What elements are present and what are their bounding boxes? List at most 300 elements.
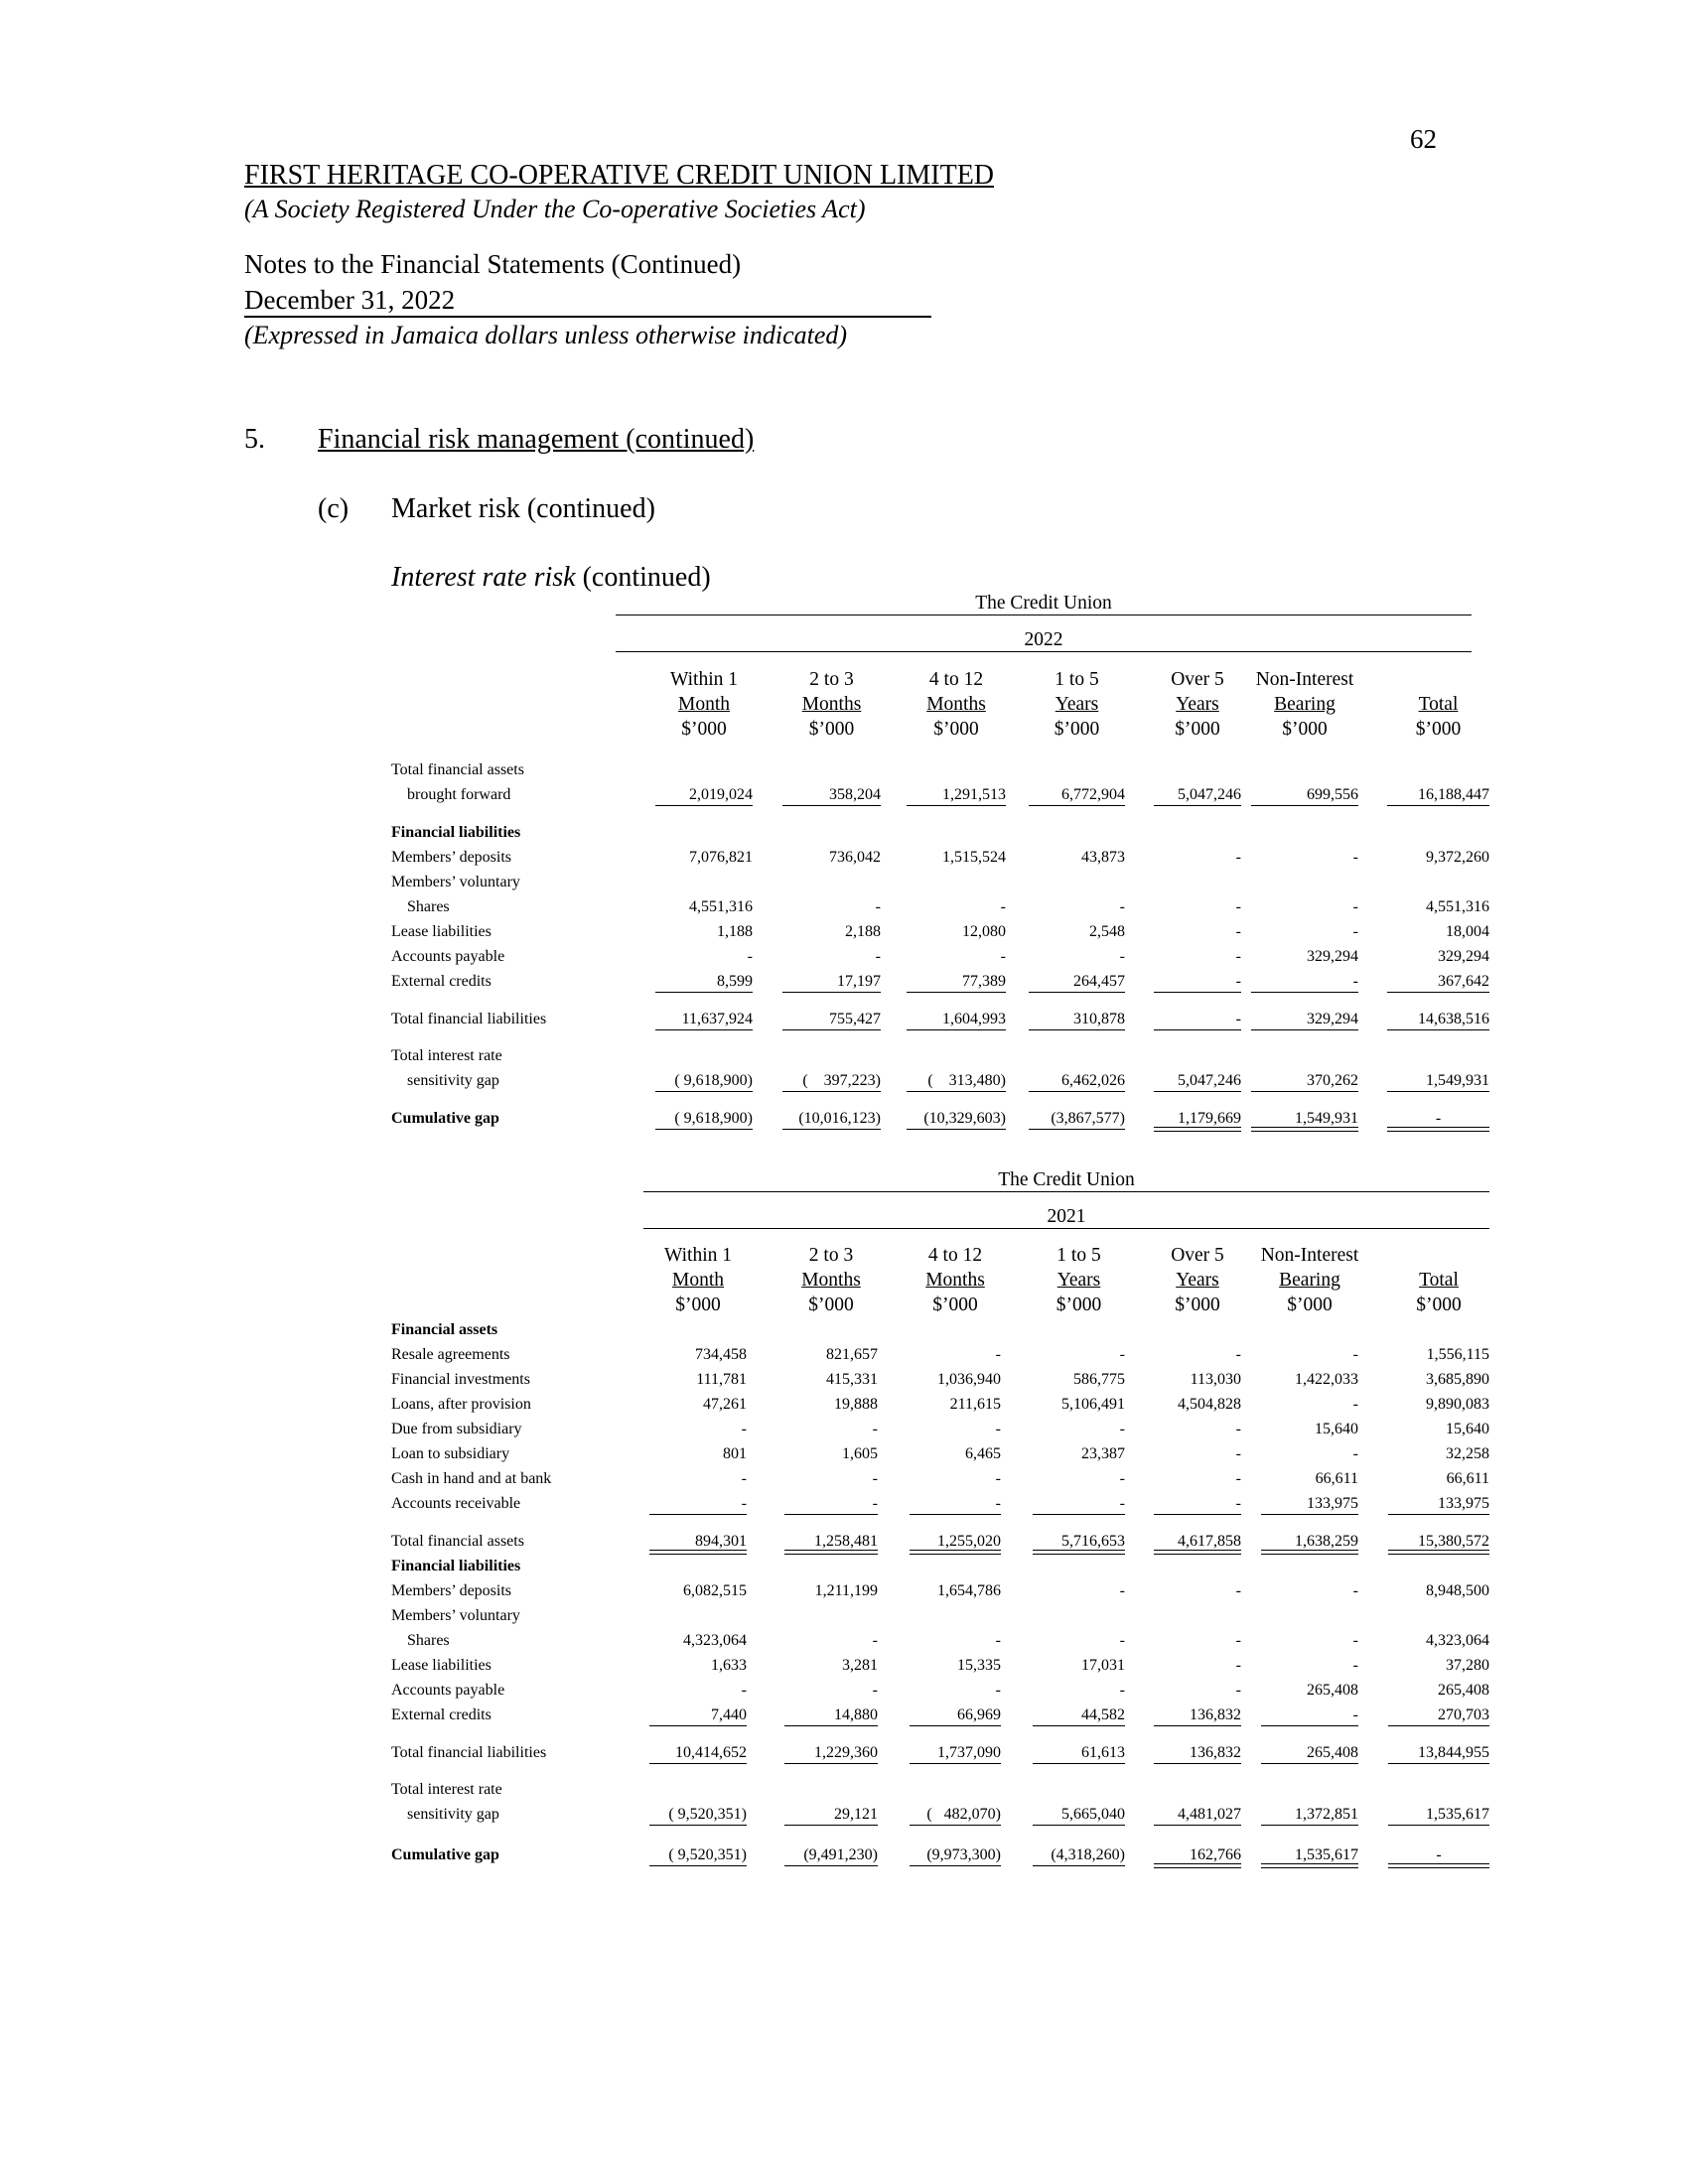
- table-row: [0, 757, 1688, 782]
- table-row: [0, 1342, 1688, 1367]
- cell-1-to-5-years: 61,613: [1033, 1740, 1125, 1765]
- row-label: Financial investments: [391, 1371, 530, 1388]
- table-row: [0, 1740, 1688, 1765]
- column-header-4-to-12-months: [887, 667, 1026, 742]
- column-header-unit: $’000: [933, 719, 979, 740]
- cell-total: 32,258: [1446, 1445, 1489, 1462]
- table-row: [0, 1043, 1688, 1068]
- cell-total: -: [1388, 1843, 1489, 1867]
- cell-4-to-12-months: (9,973,300): [910, 1843, 1001, 1867]
- cell-over-5-years: -: [1235, 1470, 1241, 1487]
- row-label: Total financial assets: [391, 1533, 524, 1550]
- column-header-line1: Within 1: [669, 669, 738, 690]
- table-row: [0, 1106, 1688, 1131]
- row-label: Shares: [407, 898, 450, 915]
- cell-within-1-month: 11,637,924: [655, 1007, 753, 1031]
- cell-4-to-12-months: -: [995, 1346, 1001, 1363]
- cell-non-interest-bearing: 329,294: [1251, 1007, 1358, 1031]
- topic-italic: Interest rate risk: [391, 562, 576, 593]
- cell-over-5-years: 4,481,027: [1154, 1802, 1241, 1827]
- cell-total: 329,294: [1438, 948, 1489, 965]
- cell-within-1-month: ( 9,618,900): [655, 1068, 753, 1093]
- column-header-line1: 4 to 12: [927, 1245, 983, 1266]
- cell-2-to-3-months: 1,229,360: [784, 1740, 878, 1765]
- column-header-period: Bearing: [1274, 694, 1336, 715]
- cell-within-1-month: 4,323,064: [683, 1632, 747, 1649]
- cell-over-5-years: 162,766: [1154, 1843, 1241, 1867]
- column-header-line2: [1241, 1268, 1378, 1293]
- cell-total: 9,372,260: [1426, 849, 1489, 866]
- row-label: Total interest rate: [391, 1047, 502, 1064]
- cell-over-5-years: 136,832: [1154, 1703, 1241, 1727]
- cell-2-to-3-months: 1,211,199: [814, 1582, 878, 1599]
- cell-over-5-years: 136,832: [1154, 1740, 1241, 1765]
- cell-over-5-years: -: [1235, 849, 1241, 866]
- column-header-unit: $’000: [1416, 1295, 1462, 1315]
- row-label: Members’ voluntary: [391, 1607, 520, 1624]
- row-label: Total financial liabilities: [391, 1011, 547, 1027]
- column-header-period: Month: [671, 1270, 724, 1291]
- cell-1-to-5-years: -: [1119, 1421, 1125, 1437]
- cell-2-to-3-months: 14,880: [784, 1703, 878, 1727]
- cell-1-to-5-years: (3,867,577): [1029, 1106, 1125, 1131]
- cell-non-interest-bearing: 265,408: [1261, 1740, 1358, 1765]
- cell-within-1-month: 8,599: [655, 969, 753, 994]
- cell-within-1-month: 7,076,821: [689, 849, 753, 866]
- column-header-2-to-3-months: [763, 667, 901, 742]
- cell-over-5-years: -: [1235, 923, 1241, 940]
- column-header-line1: 2 to 3: [809, 669, 854, 690]
- column-header-line1: Non-Interest: [1255, 669, 1354, 690]
- table-year-heading: 2021: [643, 1206, 1489, 1229]
- cell-4-to-12-months: -: [1000, 898, 1006, 915]
- cell-1-to-5-years: 586,775: [1073, 1371, 1125, 1388]
- cell-1-to-5-years: 5,665,040: [1033, 1802, 1125, 1827]
- column-header-within-1-month: [630, 1243, 767, 1317]
- cell-within-1-month: 6,082,515: [683, 1582, 747, 1599]
- table-row: [0, 1367, 1688, 1392]
- column-header-line2: [890, 1268, 1021, 1293]
- cell-within-1-month: 1,188: [717, 923, 753, 940]
- cell-within-1-month: 734,458: [695, 1346, 747, 1363]
- section-title: Financial risk management (continued): [318, 424, 755, 455]
- cell-total: -: [1387, 1106, 1489, 1131]
- notes-title: Notes to the Financial Statements (Continued): [244, 249, 742, 279]
- cell-total: 16,188,447: [1387, 782, 1489, 807]
- cell-total: 265,408: [1438, 1682, 1489, 1699]
- cell-over-5-years: 4,504,828: [1178, 1396, 1241, 1413]
- table-row: [0, 1578, 1688, 1603]
- cell-1-to-5-years: 43,873: [1081, 849, 1125, 866]
- column-header-unit: $’000: [1282, 719, 1328, 740]
- cell-total: 1,549,931: [1387, 1068, 1489, 1093]
- cell-over-5-years: -: [1154, 1007, 1241, 1031]
- row-label: sensitivity gap: [407, 1806, 499, 1823]
- table-row: [0, 1843, 1688, 1867]
- column-header-line2: [1013, 1268, 1145, 1293]
- cell-4-to-12-months: (10,329,603): [907, 1106, 1006, 1131]
- cell-4-to-12-months: -: [995, 1682, 1001, 1699]
- cell-within-1-month: ( 9,520,351): [649, 1802, 747, 1827]
- cell-non-interest-bearing: -: [1352, 1396, 1358, 1413]
- column-header-line1: [1367, 667, 1509, 692]
- statement-date: December 31, 2022: [244, 285, 931, 318]
- row-label: Resale agreements: [391, 1346, 510, 1363]
- cell-non-interest-bearing: 1,535,617: [1261, 1843, 1358, 1867]
- currency-note: (Expressed in Jamaica dollars unless otherwise indicated): [244, 321, 848, 349]
- cell-2-to-3-months: 821,657: [826, 1346, 878, 1363]
- column-header-line2: [1367, 692, 1509, 717]
- cell-within-1-month: 10,414,652: [649, 1740, 747, 1765]
- cell-total: 13,844,955: [1388, 1740, 1489, 1765]
- column-header-line1: 2 to 3: [808, 1245, 854, 1266]
- column-header-total: [1367, 667, 1509, 742]
- cell-within-1-month: -: [649, 1491, 747, 1516]
- cell-total: 270,703: [1388, 1703, 1489, 1727]
- cell-total: 4,323,064: [1426, 1632, 1489, 1649]
- cell-2-to-3-months: -: [875, 898, 881, 915]
- cell-1-to-5-years: -: [1119, 948, 1125, 965]
- cell-1-to-5-years: 44,582: [1033, 1703, 1125, 1727]
- cell-non-interest-bearing: -: [1352, 1632, 1358, 1649]
- cell-1-to-5-years: -: [1119, 1346, 1125, 1363]
- row-label: brought forward: [407, 786, 511, 803]
- row-label: Members’ deposits: [391, 849, 512, 866]
- cell-non-interest-bearing: -: [1251, 969, 1358, 994]
- column-header-unit: $’000: [932, 1295, 978, 1315]
- cell-1-to-5-years: 2,548: [1089, 923, 1125, 940]
- column-header-unit: $’000: [1415, 719, 1462, 740]
- cell-within-1-month: -: [741, 1682, 747, 1699]
- row-label: Members’ deposits: [391, 1582, 512, 1599]
- column-header-period: Months: [925, 1270, 985, 1291]
- cell-over-5-years: 4,617,858: [1154, 1529, 1241, 1554]
- column-header-within-1-month: [635, 667, 773, 742]
- row-label: Members’ voluntary: [391, 874, 520, 890]
- cell-non-interest-bearing: 15,640: [1315, 1421, 1358, 1437]
- column-header-unit: $’000: [1287, 1295, 1333, 1315]
- cell-non-interest-bearing: -: [1352, 1346, 1358, 1363]
- cell-2-to-3-months: -: [872, 1470, 878, 1487]
- row-label: Total financial liabilities: [391, 1744, 547, 1761]
- cell-1-to-5-years: 23,387: [1081, 1445, 1125, 1462]
- cell-4-to-12-months: 1,604,993: [907, 1007, 1006, 1031]
- cell-non-interest-bearing: 66,611: [1315, 1470, 1358, 1487]
- cell-2-to-3-months: (10,016,123): [782, 1106, 881, 1131]
- cell-total: 15,640: [1446, 1421, 1489, 1437]
- cell-4-to-12-months: 1,737,090: [910, 1740, 1001, 1765]
- row-label: Accounts receivable: [391, 1495, 521, 1512]
- cell-1-to-5-years: 6,772,904: [1029, 782, 1125, 807]
- subsection-title: Market risk (continued): [391, 493, 655, 524]
- cell-over-5-years: -: [1235, 1657, 1241, 1674]
- column-header-line1: 4 to 12: [928, 669, 984, 690]
- cell-within-1-month: 2,019,024: [655, 782, 753, 807]
- cell-within-1-month: -: [747, 948, 753, 965]
- column-header-period: Total: [1418, 694, 1459, 715]
- row-label: Accounts payable: [391, 948, 505, 965]
- cell-total: 133,975: [1388, 1491, 1489, 1516]
- row-label: External credits: [391, 1706, 492, 1723]
- page-number: 62: [1410, 124, 1437, 154]
- row-label: Due from subsidiary: [391, 1421, 522, 1437]
- table-row: [0, 1317, 1688, 1342]
- cell-total: 367,642: [1387, 969, 1489, 994]
- cell-2-to-3-months: 736,042: [829, 849, 881, 866]
- row-label: Cumulative gap: [391, 1110, 499, 1127]
- table-row: [0, 969, 1688, 994]
- cell-total: 14,638,516: [1387, 1007, 1489, 1031]
- cell-total: 9,890,083: [1426, 1396, 1489, 1413]
- table-row: [0, 1603, 1688, 1628]
- column-header-line2: [1231, 692, 1378, 717]
- cell-4-to-12-months: -: [995, 1632, 1001, 1649]
- column-header-1-to-5-years: [1013, 1243, 1145, 1317]
- cell-over-5-years: -: [1235, 1346, 1241, 1363]
- cell-1-to-5-years: -: [1119, 1582, 1125, 1599]
- column-header-period: Months: [801, 694, 862, 715]
- row-label: Financial liabilities: [391, 1558, 521, 1574]
- table-entity-heading: The Credit Union: [643, 1169, 1489, 1192]
- cell-1-to-5-years: 5,716,653: [1033, 1529, 1125, 1554]
- column-header-period: Years: [1055, 694, 1099, 715]
- cell-2-to-3-months: -: [875, 948, 881, 965]
- cell-4-to-12-months: 1,515,524: [942, 849, 1006, 866]
- cell-over-5-years: -: [1235, 1682, 1241, 1699]
- cell-2-to-3-months: (9,491,230): [784, 1843, 878, 1867]
- cell-over-5-years: 1,179,669: [1154, 1106, 1241, 1131]
- organization-name: FIRST HERITAGE CO-OPERATIVE CREDIT UNION LIMITED: [244, 160, 995, 191]
- cell-2-to-3-months: 415,331: [826, 1371, 878, 1388]
- cell-4-to-12-months: 211,615: [949, 1396, 1001, 1413]
- cell-total: 18,004: [1446, 923, 1489, 940]
- table-row: [0, 1653, 1688, 1678]
- cell-1-to-5-years: (4,318,260): [1033, 1843, 1125, 1867]
- row-label: Loan to subsidiary: [391, 1445, 510, 1462]
- column-header-unit: $’000: [808, 719, 855, 740]
- cell-1-to-5-years: -: [1119, 1632, 1125, 1649]
- cell-2-to-3-months: ( 397,223): [782, 1068, 881, 1093]
- row-label: Shares: [407, 1632, 450, 1649]
- column-header-unit: $’000: [1055, 1295, 1102, 1315]
- cell-within-1-month: 894,301: [649, 1529, 747, 1554]
- cell-2-to-3-months: 755,427: [782, 1007, 881, 1031]
- table-row: [0, 894, 1688, 919]
- column-header-unit: $’000: [681, 719, 727, 740]
- cell-2-to-3-months: 1,605: [842, 1445, 878, 1462]
- table-row: [0, 845, 1688, 870]
- cell-within-1-month: ( 9,618,900): [655, 1106, 753, 1131]
- cell-non-interest-bearing: -: [1352, 849, 1358, 866]
- table-row: [0, 944, 1688, 969]
- column-header-non-interest-bearing: [1241, 1243, 1378, 1317]
- cell-within-1-month: 1,633: [711, 1657, 747, 1674]
- cell-1-to-5-years: -: [1119, 1682, 1125, 1699]
- cell-non-interest-bearing: -: [1352, 1445, 1358, 1462]
- column-header-period: Years: [1056, 1270, 1101, 1291]
- column-header-line2: [630, 1268, 767, 1293]
- cell-non-interest-bearing: 1,638,259: [1261, 1529, 1358, 1554]
- column-header-line2: [635, 692, 773, 717]
- table-row: [0, 820, 1688, 845]
- column-header-1-to-5-years: [1009, 667, 1145, 742]
- table-row: [0, 1392, 1688, 1417]
- row-label: Lease liabilities: [391, 923, 492, 940]
- column-header-line2: [887, 692, 1026, 717]
- cell-non-interest-bearing: 329,294: [1307, 948, 1358, 965]
- cell-4-to-12-months: -: [995, 1421, 1001, 1437]
- cell-2-to-3-months: 2,188: [845, 923, 881, 940]
- cell-non-interest-bearing: -: [1352, 898, 1358, 915]
- cell-2-to-3-months: -: [784, 1491, 878, 1516]
- table-row: [0, 919, 1688, 944]
- column-header-period: Years: [1176, 694, 1219, 715]
- cell-4-to-12-months: 1,036,940: [937, 1371, 1001, 1388]
- cell-4-to-12-months: 1,255,020: [910, 1529, 1001, 1554]
- column-header-line2: [1009, 692, 1145, 717]
- column-header-line2: [763, 692, 901, 717]
- cell-total: 1,535,617: [1388, 1802, 1489, 1827]
- cell-over-5-years: -: [1235, 1632, 1241, 1649]
- cell-within-1-month: 801: [723, 1445, 747, 1462]
- cell-4-to-12-months: 1,291,513: [907, 782, 1006, 807]
- table-row: [0, 1554, 1688, 1578]
- cell-4-to-12-months: ( 482,070): [910, 1802, 1001, 1827]
- column-header-unit: $’000: [1175, 1295, 1220, 1315]
- row-label: Cumulative gap: [391, 1846, 499, 1863]
- cell-4-to-12-months: -: [1000, 948, 1006, 965]
- table-row: [0, 1441, 1688, 1466]
- column-header-period: Total: [1419, 1270, 1459, 1291]
- cell-within-1-month: 47,261: [703, 1396, 747, 1413]
- cell-over-5-years: -: [1235, 1445, 1241, 1462]
- table-row: [0, 1068, 1688, 1093]
- cell-2-to-3-months: 19,888: [834, 1396, 878, 1413]
- row-label: Cash in hand and at bank: [391, 1470, 552, 1487]
- cell-non-interest-bearing: 699,556: [1251, 782, 1358, 807]
- cell-within-1-month: 7,440: [649, 1703, 747, 1727]
- cell-non-interest-bearing: -: [1261, 1703, 1358, 1727]
- cell-within-1-month: ( 9,520,351): [649, 1843, 747, 1867]
- cell-4-to-12-months: 1,654,786: [937, 1582, 1001, 1599]
- cell-over-5-years: 5,047,246: [1154, 1068, 1241, 1093]
- table-row: [0, 1529, 1688, 1554]
- cell-2-to-3-months: -: [872, 1421, 878, 1437]
- organization-subtitle: (A Society Registered Under the Co-operative Societies Act): [244, 195, 866, 223]
- column-header-unit: $’000: [808, 1295, 854, 1315]
- column-header-non-interest-bearing: [1231, 667, 1378, 742]
- table-row: [0, 1628, 1688, 1653]
- cell-4-to-12-months: 66,969: [910, 1703, 1001, 1727]
- table-row: [0, 782, 1688, 807]
- topic-rest: (continued): [575, 562, 711, 593]
- section-number: 5.: [244, 424, 265, 455]
- cell-4-to-12-months: 15,335: [957, 1657, 1001, 1674]
- table-row: [0, 1007, 1688, 1031]
- cell-2-to-3-months: 17,197: [782, 969, 881, 994]
- cell-within-1-month: -: [741, 1470, 747, 1487]
- cell-2-to-3-months: 1,258,481: [784, 1529, 878, 1554]
- cell-total: 3,685,890: [1426, 1371, 1489, 1388]
- cell-2-to-3-months: -: [872, 1632, 878, 1649]
- cell-over-5-years: 113,030: [1190, 1371, 1241, 1388]
- row-label: Financial assets: [391, 1321, 498, 1338]
- subsection-label: (c): [318, 493, 350, 524]
- cell-non-interest-bearing: -: [1352, 1657, 1358, 1674]
- cell-total: 15,380,572: [1388, 1529, 1489, 1554]
- cell-1-to-5-years: -: [1033, 1491, 1125, 1516]
- row-label: Lease liabilities: [391, 1657, 492, 1674]
- column-header-unit: $’000: [1054, 719, 1100, 740]
- cell-2-to-3-months: -: [872, 1682, 878, 1699]
- cell-over-5-years: -: [1235, 898, 1241, 915]
- table-row: [0, 1466, 1688, 1491]
- cell-non-interest-bearing: 265,408: [1307, 1682, 1358, 1699]
- cell-over-5-years: -: [1235, 948, 1241, 965]
- column-header-line1: Non-Interest: [1260, 1245, 1359, 1266]
- column-header-line1: 1 to 5: [1056, 1245, 1101, 1266]
- row-label: Total financial assets: [391, 761, 524, 778]
- cell-4-to-12-months: 12,080: [962, 923, 1006, 940]
- column-header-period: Months: [801, 1270, 861, 1291]
- row-label: Total interest rate: [391, 1781, 502, 1798]
- table-row: [0, 1777, 1688, 1802]
- cell-non-interest-bearing: -: [1352, 1582, 1358, 1599]
- cell-1-to-5-years: 310,878: [1029, 1007, 1125, 1031]
- cell-1-to-5-years: 5,106,491: [1061, 1396, 1125, 1413]
- column-header-period: Months: [926, 694, 986, 715]
- column-header-2-to-3-months: [765, 1243, 898, 1317]
- cell-non-interest-bearing: 133,975: [1261, 1491, 1358, 1516]
- cell-total: 1,556,115: [1426, 1346, 1489, 1363]
- table-row: [0, 1417, 1688, 1441]
- cell-4-to-12-months: 6,465: [965, 1445, 1001, 1462]
- cell-within-1-month: -: [741, 1421, 747, 1437]
- cell-4-to-12-months: ( 313,480): [907, 1068, 1006, 1093]
- cell-within-1-month: 111,781: [696, 1371, 747, 1388]
- cell-total: 8,948,500: [1426, 1582, 1489, 1599]
- table-row: [0, 1802, 1688, 1827]
- cell-over-5-years: -: [1235, 1421, 1241, 1437]
- column-header-total: [1368, 1243, 1509, 1317]
- table-row: [0, 870, 1688, 894]
- row-label: Loans, after provision: [391, 1396, 531, 1413]
- cell-2-to-3-months: 3,281: [842, 1657, 878, 1674]
- cell-1-to-5-years: 17,031: [1081, 1657, 1125, 1674]
- column-header-period: Bearing: [1279, 1270, 1340, 1291]
- cell-non-interest-bearing: 370,262: [1251, 1068, 1358, 1093]
- cell-over-5-years: -: [1154, 969, 1241, 994]
- cell-1-to-5-years: -: [1119, 898, 1125, 915]
- cell-4-to-12-months: 77,389: [907, 969, 1006, 994]
- column-header-line1: Over 5: [1171, 669, 1224, 690]
- column-header-unit: $’000: [675, 1295, 721, 1315]
- cell-over-5-years: 5,047,246: [1154, 782, 1241, 807]
- column-header-4-to-12-months: [890, 1243, 1021, 1317]
- column-header-line1: 1 to 5: [1055, 669, 1099, 690]
- cell-over-5-years: -: [1235, 1582, 1241, 1599]
- column-header-line1: Within 1: [663, 1245, 732, 1266]
- cell-over-5-years: -: [1154, 1491, 1241, 1516]
- cell-total: 37,280: [1446, 1657, 1489, 1674]
- table-row: [0, 1678, 1688, 1703]
- cell-1-to-5-years: 264,457: [1029, 969, 1125, 994]
- cell-4-to-12-months: -: [995, 1470, 1001, 1487]
- column-header-line1: Over 5: [1171, 1245, 1224, 1266]
- column-header-unit: $’000: [1175, 719, 1220, 740]
- column-header-line2: [1368, 1268, 1509, 1293]
- row-label: External credits: [391, 973, 492, 990]
